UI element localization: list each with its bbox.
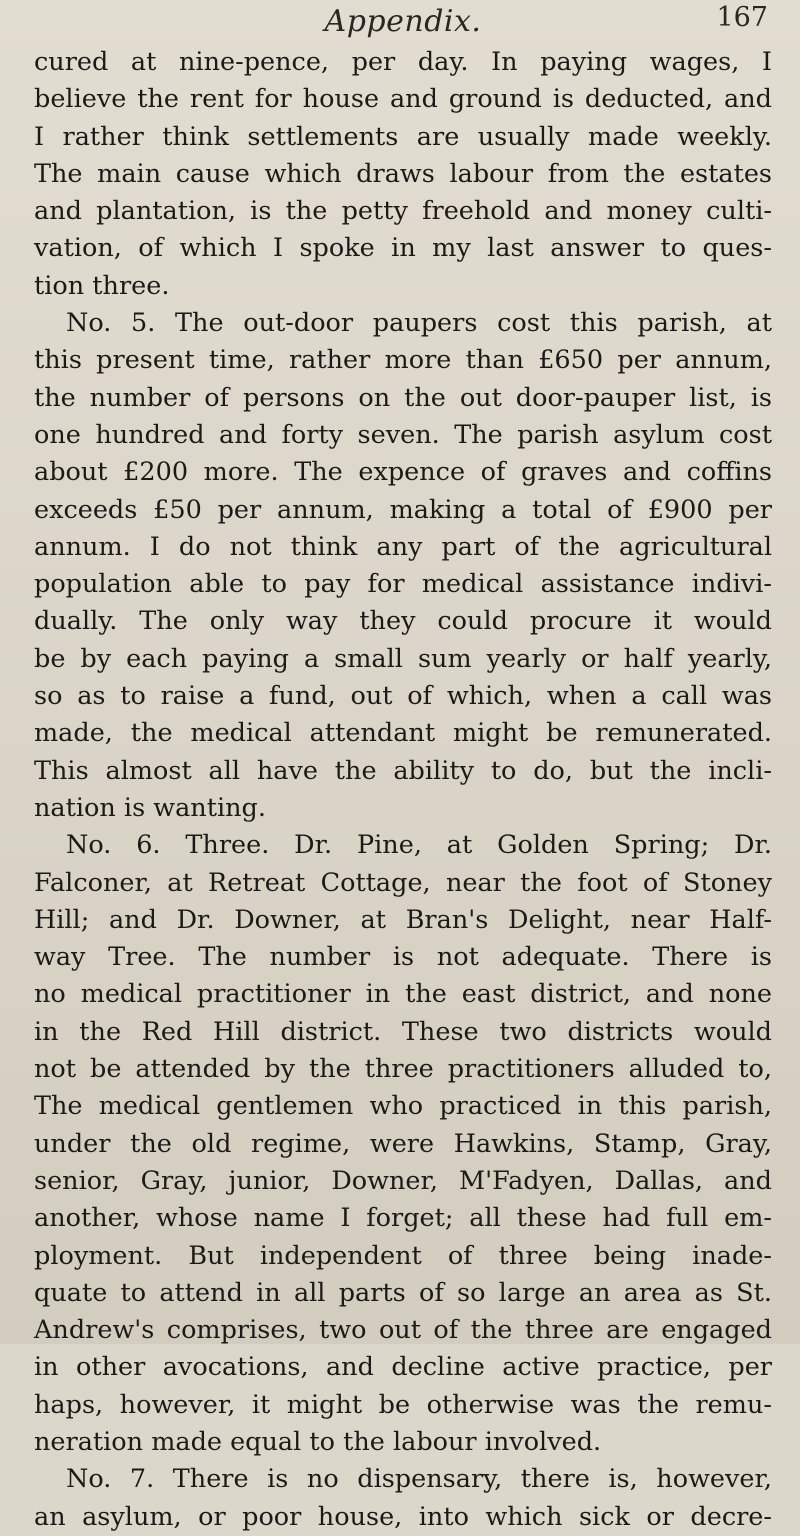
text-line: another, whose name I forget; all these had full em-: [34, 1203, 772, 1234]
text-line: quate to attend in all parts of so large an area as St.: [34, 1277, 772, 1308]
text-line: this present time, rather more than £650 per annum,: [34, 345, 772, 376]
text-line: This almost all have the ability to do, but the incli-: [34, 755, 772, 786]
text-line: vation, of which I spoke in my last answer to ques-: [34, 233, 772, 264]
paragraph: [34, 827, 772, 1461]
text-line: No. 6. Three. Dr. Pine, at Golden Spring; Dr.: [66, 830, 772, 861]
text-line: population able to pay for medical assistance indivi-: [34, 569, 772, 600]
running-head: [34, 0, 772, 44]
text-line: tion three.: [34, 270, 170, 301]
running-title: Appendix.: [324, 4, 482, 39]
text-line: Andrew's comprises, two out of the three are engaged: [34, 1315, 772, 1346]
text-line: No. 5. The out-door paupers cost this parish, at: [66, 308, 772, 339]
body-text: [34, 44, 772, 1536]
text-line: be by each paying a small sum yearly or half yearly,: [34, 643, 772, 674]
text-line: The main cause which draws labour from the estates: [34, 158, 772, 189]
text-line: believe the rent for house and ground is deducted, and: [34, 84, 772, 115]
paragraph: [34, 44, 772, 305]
text-line: I rather think settlements are usually made weekly.: [34, 121, 772, 152]
text-line: haps, however, it might be otherwise was the remu-: [34, 1389, 772, 1420]
text-line: one hundred and forty seven. The parish asylum cost: [34, 419, 772, 450]
text-line: dually. The only way they could procure it would: [34, 606, 772, 637]
text-line: No. 7. There is no dispensary, there is, however,: [66, 1464, 772, 1495]
text-line: Falconer, at Retreat Cottage, near the foot of Stoney: [34, 867, 772, 898]
text-line: no medical practitioner in the east district, and none: [34, 979, 772, 1010]
text-line: cured at nine-pence, per day. In paying wages, I: [34, 47, 772, 77]
text-line: not be attended by the three practitioners alluded to,: [34, 1054, 772, 1085]
text-line: exceeds £50 per annum, making a total of £900 per: [34, 494, 772, 525]
text-line: in the Red Hill district. These two districts would: [34, 1016, 772, 1047]
text-line: senior, Gray, junior, Downer, M'Fadyen, Dallas, and: [34, 1165, 772, 1196]
text-line: The medical gentlemen who practiced in this parish,: [34, 1091, 772, 1122]
text-line: the number of persons on the out door-pauper list, is: [34, 382, 772, 413]
text-line: an asylum, or poor house, into which sick or decre-: [34, 1501, 772, 1532]
text-line: under the old regime, were Hawkins, Stamp, Gray,: [34, 1128, 772, 1159]
paragraph: [34, 305, 772, 827]
text-line: in other avocations, and decline active practice, per: [34, 1352, 772, 1383]
text-line: ployment. But independent of three being inade-: [34, 1240, 772, 1271]
text-line: about £200 more. The expence of graves and coffins: [34, 457, 772, 488]
text-line: nation is wanting.: [34, 792, 266, 823]
text-line: annum. I do not think any part of the agricultural: [34, 531, 772, 562]
paragraph: [34, 1461, 772, 1536]
text-line: way Tree. The number is not adequate. There is: [34, 942, 772, 973]
text-line: and plantation, is the petty freehold and money culti-: [34, 196, 772, 227]
page-number: 167: [716, 2, 768, 33]
text-line: neration made equal to the labour involved.: [34, 1426, 602, 1457]
text-line: Hill; and Dr. Downer, at Bran's Delight, near Half-: [34, 904, 772, 935]
text-line: so as to raise a fund, out of which, when a call was: [34, 681, 772, 712]
text-line: made, the medical attendant might be remunerated.: [34, 718, 772, 749]
